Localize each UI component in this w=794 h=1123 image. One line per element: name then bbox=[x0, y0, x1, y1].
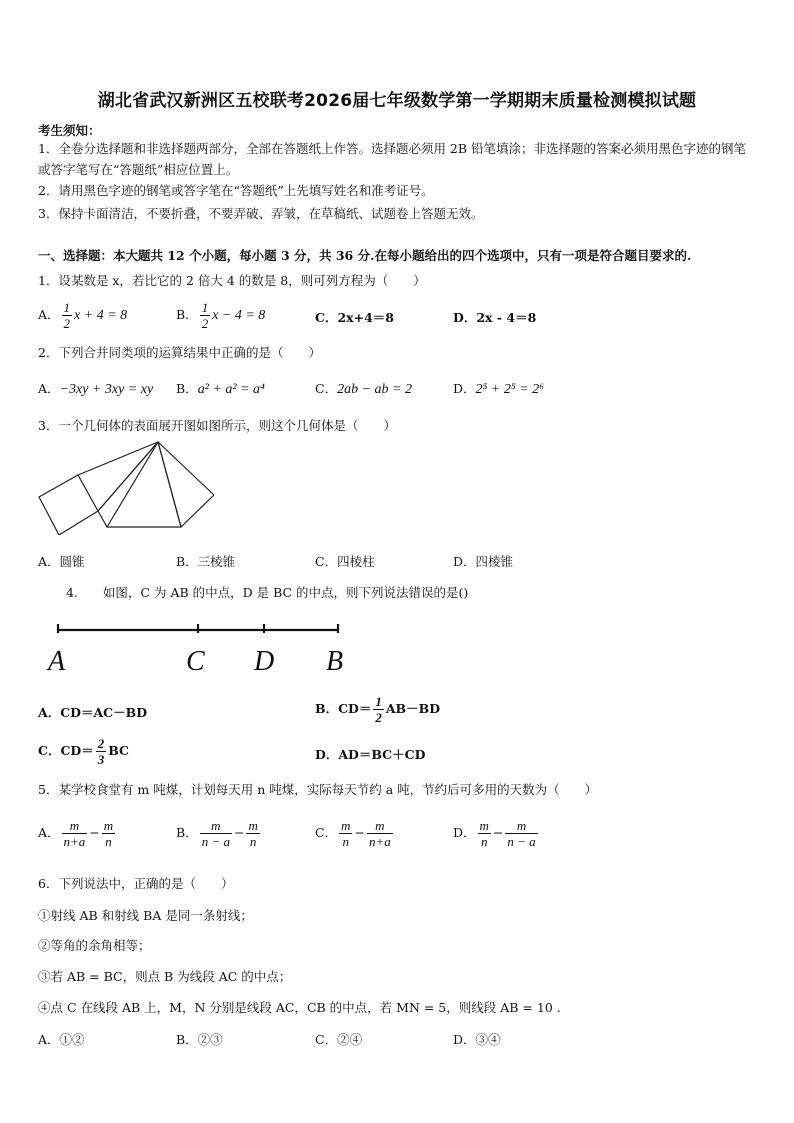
q6-statement-4: ④点 C 在线段 AB 上，M，N 分别是线段 AC，CB 的中点，若 MN = 5，则线段 AB = 10 . bbox=[38, 1000, 561, 1015]
q5-option-b[interactable]: B． $\frac{m}{n - a}$ − $\frac{m}{n}$ bbox=[176, 818, 258, 849]
label-a: A bbox=[48, 646, 66, 675]
net-edge bbox=[158, 442, 181, 527]
section-heading: 一、选择题：本大题共 12 个小题，每小题 3 分，共 36 分.在每小题给出的四个选项中，只有一项是符合题目要求的. bbox=[38, 248, 692, 263]
notice-heading: 考生须知： bbox=[38, 123, 101, 138]
q3-option-b[interactable]: B．三棱锥 bbox=[176, 554, 236, 569]
q6-statement-3: ③若 AB = BC，则点 B 为线段 AC 的中点； bbox=[38, 969, 292, 984]
q3-option-c[interactable]: C．四棱柱 bbox=[315, 554, 375, 569]
q2-option-b[interactable]: B．a² + a² = a⁴ bbox=[176, 381, 265, 397]
q2-stem: 2．下列合并同类项的运算结果中正确的是（ ） bbox=[38, 345, 321, 360]
q2-option-d[interactable]: D．2⁵ + 2⁵ = 2⁶ bbox=[453, 381, 545, 397]
q4-stem: 4. 如图，C 为 AB 的中点，D 是 BC 的中点，则下列说法错误的是() bbox=[66, 585, 469, 600]
q2-option-c[interactable]: C．2ab − ab = 2 bbox=[315, 381, 412, 397]
net-edge bbox=[107, 442, 158, 527]
q5-option-a[interactable]: A． $\frac{m}{n+a}$ − $\frac{m}{n}$ bbox=[38, 818, 114, 849]
q3-stem: 3．一个几何体的表面展开图如图所示，则这个几何体是（ ） bbox=[38, 418, 396, 433]
pyramid-net-figure bbox=[36, 440, 226, 535]
net-edge bbox=[78, 442, 158, 475]
notice-item-2: 2．请用黑色字迹的钢笔或答字笔在“答题纸”上先填写姓名和准考证号。 bbox=[38, 183, 434, 198]
label-b: B bbox=[326, 646, 344, 675]
q1-option-d[interactable]: D．2x - 4＝8 bbox=[453, 310, 537, 325]
q1-stem: 1．设某数是 x，若比它的 2 倍大 4 的数是 8，则可列方程为（ ） bbox=[38, 273, 426, 288]
q3-option-d[interactable]: D．四棱锥 bbox=[453, 554, 514, 569]
label-d: D bbox=[254, 646, 275, 675]
notice-item-1: 1．全卷分选择题和非选择题两部分，全部在答题纸上作答。选择题必须用 2B 铅笔填涂；非选择题的答案必须用黑色字迹的钢笔或答字笔写在“答题纸”相应位置上。 bbox=[38, 141, 747, 177]
label-c: C bbox=[186, 646, 205, 675]
q5-stem: 5．某学校食堂有 m 吨煤，计划每天用 n 吨煤，实际每天节约 a 吨，节约后可多用的天数为（ ） bbox=[38, 782, 598, 797]
q4-option-b[interactable]: B．CD＝ $\frac{1}{2}$ AB－BD bbox=[315, 694, 441, 725]
notice-item-3: 3．保持卡面清洁，不要折叠，不要弄破、弄皱，在草稿纸、试题卷上答题无效。 bbox=[38, 206, 484, 221]
net-edge bbox=[158, 442, 214, 495]
net-base-square bbox=[98, 442, 181, 527]
q4-option-a[interactable]: A．CD＝AC－BD bbox=[38, 705, 148, 720]
q4-option-d[interactable]: D．AD＝BC＋CD bbox=[315, 747, 426, 762]
q6-stem: 6．下列说法中，正确的是（ ） bbox=[38, 876, 234, 891]
q2-option-a[interactable]: A．−3xy + 3xy = xy bbox=[38, 381, 154, 397]
q5-option-d[interactable]: D． $\frac{m}{n}$ − $\frac{m}{n - a}$ bbox=[453, 818, 536, 849]
q5-option-c[interactable]: C． $\frac{m}{n}$ − $\frac{m}{n+a}$ bbox=[315, 818, 391, 849]
q1-option-a[interactable]: A． $\frac{1}{2}$ x + 4 = 8 bbox=[38, 300, 128, 331]
segment-figure bbox=[40, 615, 360, 675]
net-edge bbox=[98, 442, 158, 511]
q6-option-b[interactable]: B．②③ bbox=[176, 1032, 223, 1047]
q6-option-d[interactable]: D．③④ bbox=[453, 1032, 501, 1047]
q6-statement-1: ①射线 AB 和射线 BA 是同一条射线； bbox=[38, 908, 253, 923]
page-title: 湖北省武汉新洲区五校联考2026届七年级数学第一学期期末质量检测模拟试题 bbox=[97, 91, 697, 111]
q3-option-a[interactable]: A．圆锥 bbox=[38, 554, 85, 569]
net-left-square bbox=[39, 475, 98, 535]
q6-option-c[interactable]: C．②④ bbox=[315, 1032, 363, 1047]
q1-option-c[interactable]: C．2x+4＝8 bbox=[315, 310, 394, 325]
q6-statement-2: ②等角的余角相等； bbox=[38, 938, 151, 953]
net-edge bbox=[181, 495, 214, 527]
q6-option-a[interactable]: A．①② bbox=[38, 1032, 85, 1047]
q1-option-b[interactable]: B． $\frac{1}{2}$ x − 4 = 8 bbox=[176, 300, 266, 331]
q4-option-c[interactable]: C．CD＝ $\frac{2}{3}$ BC bbox=[38, 736, 129, 767]
